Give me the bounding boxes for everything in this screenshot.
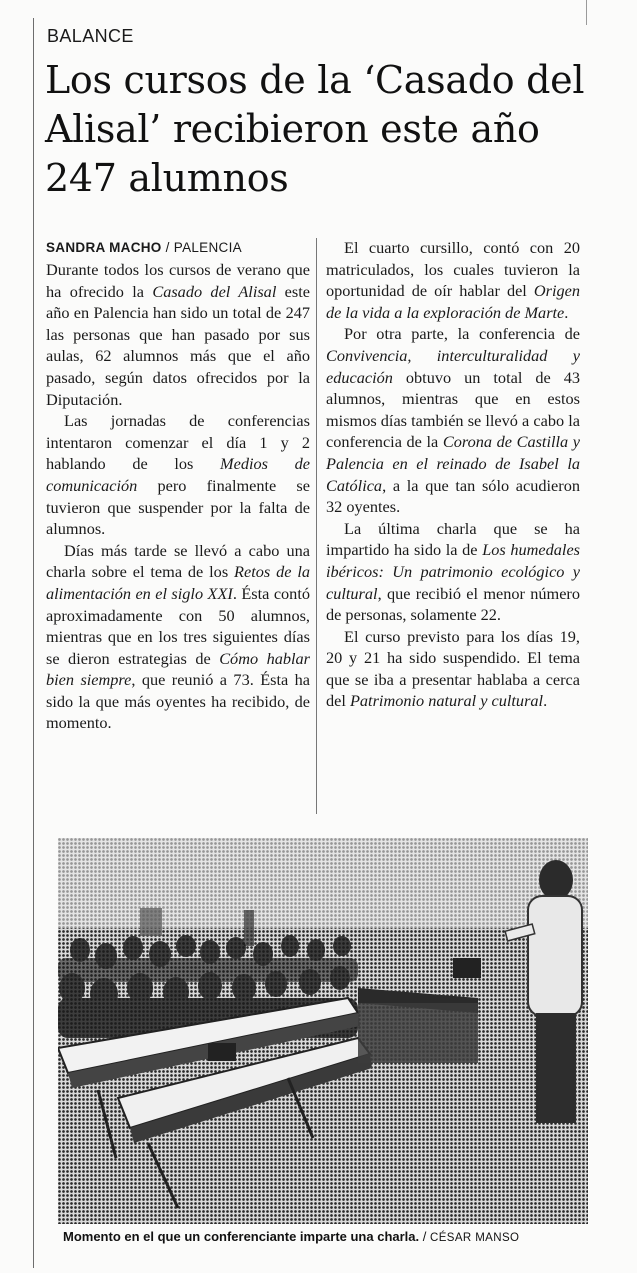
paragraph-3-italic-a: Retos de la alimentación en el siglo XXI: [46, 562, 310, 603]
paragraph-4-text-a: El cuarto cursillo, contó con 20 matriculados, los cuales tuvieron la oportunidad de oír hablar del: [326, 238, 580, 301]
paragraph-7-text-b: .: [543, 691, 548, 711]
lecture-photo: [58, 838, 588, 1224]
caption-text: Momento en el que un conferenciante imparte una charla.: [63, 1229, 420, 1244]
paragraph-5-text-b: obtuvo un total de 43 alumnos, mientras que en estos mismos días también se llevó a cabo la conferencia de la: [326, 367, 580, 452]
speaker-table: [358, 958, 481, 1063]
paragraph-6-text-a: La última charla que se ha impartido ha sido la de: [326, 518, 580, 560]
paragraph-2-italic: Medios de comunicación: [46, 454, 310, 495]
paragraph-3-text-a: Días más tarde se llevó a cabo una charla sobre el tema de los: [46, 540, 310, 582]
article-column-1: [46, 237, 310, 734]
headline: Los cursos de la ‘Casado del Alisal’ recibieron este año 247 alumnos: [45, 58, 585, 200]
paragraph-5: [326, 323, 580, 517]
paragraph-1-italic: Casado del Alisal: [152, 281, 277, 301]
paragraph-2-text-a: Las jornadas de conferencias intentaron comenzar el día 1 y 2 hablando de los: [46, 411, 310, 474]
paragraph-1: [46, 259, 310, 410]
paragraph-5-text-a: Por otra parte, la conferencia de: [344, 324, 580, 344]
photo-caption: [63, 1229, 519, 1244]
paragraph-2: [46, 410, 310, 540]
paragraph-6-text-b: , que recibió el menor número de personas, solamente 22.: [326, 583, 580, 625]
section-tag: BALANCE: [47, 26, 134, 46]
credit-separator: /: [419, 1229, 430, 1244]
article-column-2: [326, 237, 580, 712]
paragraph-4-text-b: .: [564, 302, 569, 322]
paragraph-2-text-b: pero finalmente se tuvieron que suspender por la falta de alumnos.: [46, 475, 310, 539]
right-edge-rule: [586, 0, 587, 25]
lecture-photo-illustration: [58, 838, 588, 1224]
byline: [46, 237, 310, 258]
paragraph-5-italic-b: Corona de Castilla y Palencia en el reinado de Isabel la Católica: [326, 432, 580, 495]
byline-location: PALENCIA: [173, 240, 242, 255]
paragraph-3: [46, 540, 310, 734]
byline-separator: /: [161, 240, 174, 255]
paragraph-3-text-b: . Ésta contó aproximadamente con 50 alumnos, mientras que en los tres siguientes días se dieron estrategias de: [46, 583, 310, 668]
ceiling-area: [58, 838, 588, 928]
paragraph-7: [326, 626, 580, 712]
paragraph-5-text-c: , a la que tan sólo acudieron 32 oyentes.: [326, 475, 580, 517]
wall-poster: [140, 908, 162, 936]
photo-credit: CÉSAR MANSO: [429, 1232, 520, 1244]
paragraph-4-italic: Origen de la vida a la exploración de Marte: [326, 281, 580, 322]
paragraph-3-text-c: , que reunió a 73. Ésta ha sido la que más oyentes ha recibido, de momento.: [46, 670, 310, 733]
paragraph-7-text-a: El curso previsto para los días 19, 20 y 21 ha sido suspendido. El tema que se iba a presentar hablaba a cerca del: [326, 626, 580, 711]
paragraph-4: [326, 237, 580, 323]
paragraph-6-italic: Los humedales ibéricos: Un patrimonio ecológico y cultural: [326, 540, 581, 603]
paragraph-1-text-a: Durante todos los cursos de verano que ha ofrecido la: [46, 260, 310, 301]
paragraph-5-italic-a: Convivencia, interculturalidad y educación: [326, 345, 580, 387]
paragraph-3-italic-b: Cómo hablar bien siempre: [46, 648, 310, 690]
byline-author: SANDRA MACHO: [46, 240, 162, 255]
paragraph-7-italic: Patrimonio natural y cultural: [349, 691, 544, 711]
wall-flag: [244, 910, 254, 946]
paragraph-6: [326, 518, 580, 626]
paragraph-1-text-b: este año en Palencia han sido un total de 247 las personas que han pasado por sus aulas, 62 alumnos más que el año pasado, según datos ofrecidos por la Diputación.: [46, 281, 310, 409]
column-divider: [316, 238, 317, 814]
left-column-rule: [33, 18, 34, 1268]
